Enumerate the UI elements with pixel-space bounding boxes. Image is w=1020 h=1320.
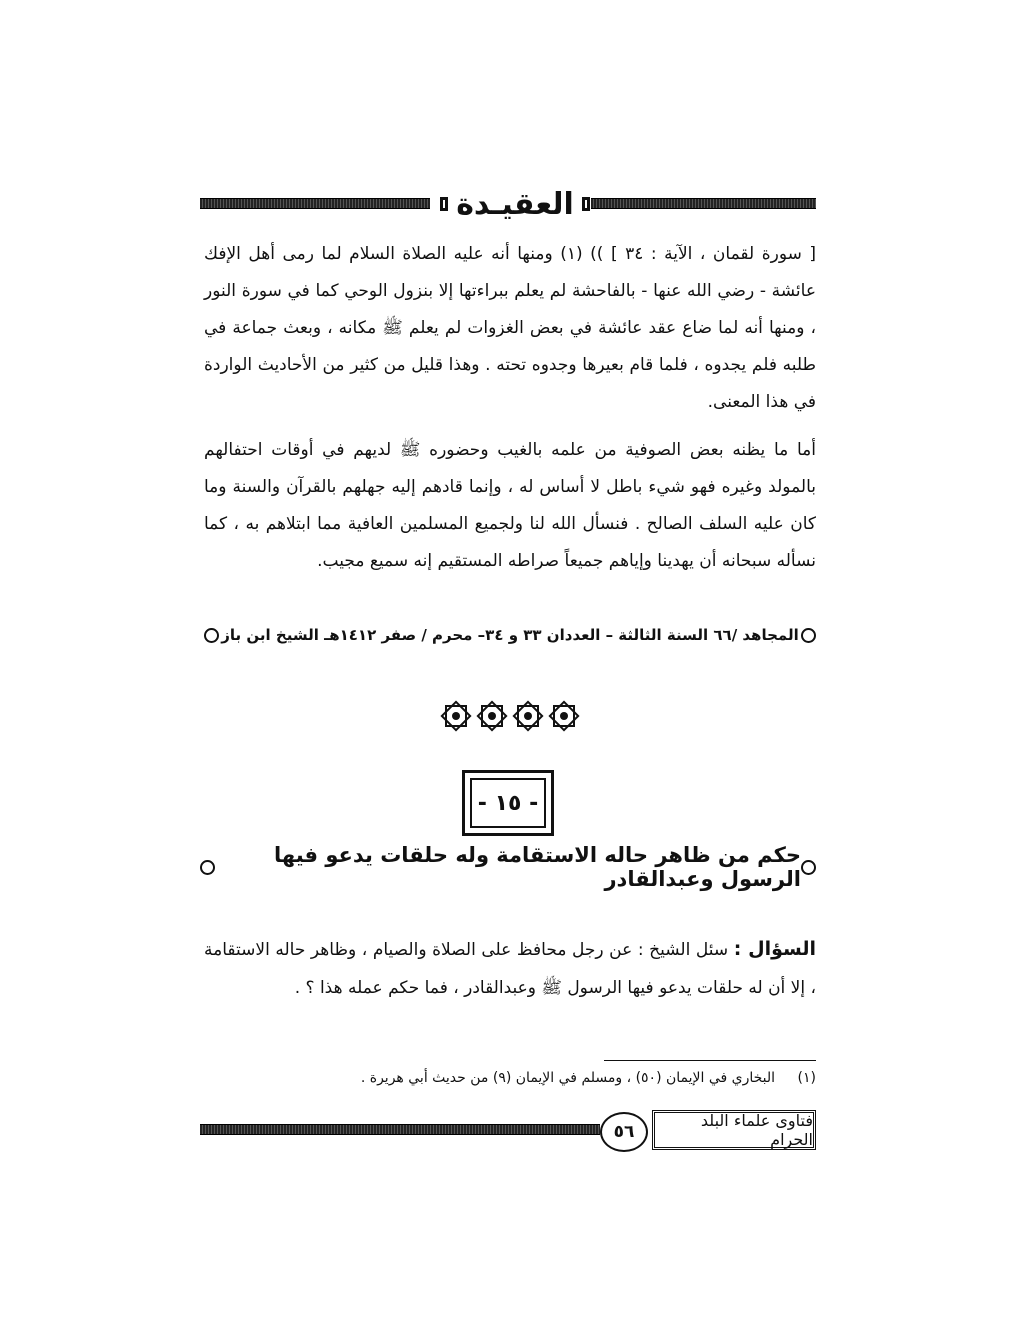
footnote-number: (١): [797, 1070, 816, 1086]
question-block: [204, 930, 816, 1007]
question-text: سئل الشيخ : عن رجل محافظ على الصلاة والصيام ، وظاهر حاله الاستقامة ، إلا أن له حلقات يدعو فيها الرسول ﷺ وعبدالقادر ، فما حكم عمله هذا ؟ .: [204, 940, 816, 998]
source-reference: [204, 626, 816, 644]
header-title: العقيـدة: [456, 186, 574, 222]
circle-bullet-icon: [801, 628, 816, 643]
circle-bullet-icon: [200, 860, 215, 875]
question-label: السؤال :: [733, 938, 816, 960]
header-title-group: [440, 184, 590, 224]
square-bullet-icon: [440, 197, 448, 211]
star-ornament-icon: [548, 700, 580, 732]
footnote-text: البخاري في الإيمان (٥٠) ، ومسلم في الإيمان (٩) من حديث أبي هريرة .: [360, 1070, 776, 1086]
footnote-rule: [604, 1060, 816, 1061]
page-number: ٥٦: [600, 1112, 648, 1152]
section-heading-text: حكم من ظاهر حاله الاستقامة وله حلقات يدعو فيها الرسول وعبدالقادر: [273, 843, 801, 891]
star-ornament-icon: [512, 700, 544, 732]
star-ornament-icon: [440, 700, 472, 732]
ornament-divider: [440, 700, 580, 736]
page-footer: [200, 1108, 816, 1158]
page-header: [200, 184, 816, 224]
header-rule-right: [591, 198, 816, 209]
section-number: - ١٥ -: [470, 778, 546, 828]
star-ornament-icon: [476, 700, 508, 732]
section-number-box: [462, 770, 554, 836]
circle-bullet-icon: [801, 860, 816, 875]
body-paragraph-1: [ سورة لقمان ، الآية : ٣٤ ] )) (١) ومنها أنه عليه الصلاة السلام لما رمى أهل الإفك عائشة - رضي الله عنها - بالفاحشة لم يعلم ببراءتها إلا بنزول الوحي كما في سورة النور ، ومنها أنه لما ضاع عقد عائشة في بعض الغزوات لم يعلم ﷺ مكانه ، وبعث جماعة في طلبه فلم يجدوه ، فلما قام بعيرها وجدوه تحته . وهذا قليل من كثير من الأحاديث الواردة في هذا المعنى.: [204, 244, 816, 412]
footer-rule: [200, 1124, 600, 1135]
body-paragraph-2: أما ما يظنه بعض الصوفية من علمه بالغيب وحضوره ﷺ لديهم في أوقات احتفالهم بالمولد وغيره فهو شيء باطل لا أساس له ، وإنما قادهم إليه جهلهم بالقرآن والسنة وما كان عليه السلف الصالح . فنسأل الله لنا ولجميع المسلمين العافية مما ابتلاهم به ، كما نسأله سبحانه أن يهدينا وإياهم جميعاً صراطه المستقيم إنه سميع مجيب.: [204, 440, 816, 571]
square-bullet-icon: [582, 197, 590, 211]
section-heading: [200, 843, 816, 891]
book-title: فتاوى علماء البلد الحرام: [652, 1110, 816, 1150]
circle-bullet-icon: [204, 628, 219, 643]
source-reference-text: المجاهد /٦٦ السنة الثالثة – العددان ٣٣ و ٣٤– محرم / صفر ١٤١٢هـ الشيخ ابن باز: [221, 626, 799, 644]
header-rule-left: [200, 198, 430, 209]
footnote: [340, 1070, 816, 1086]
